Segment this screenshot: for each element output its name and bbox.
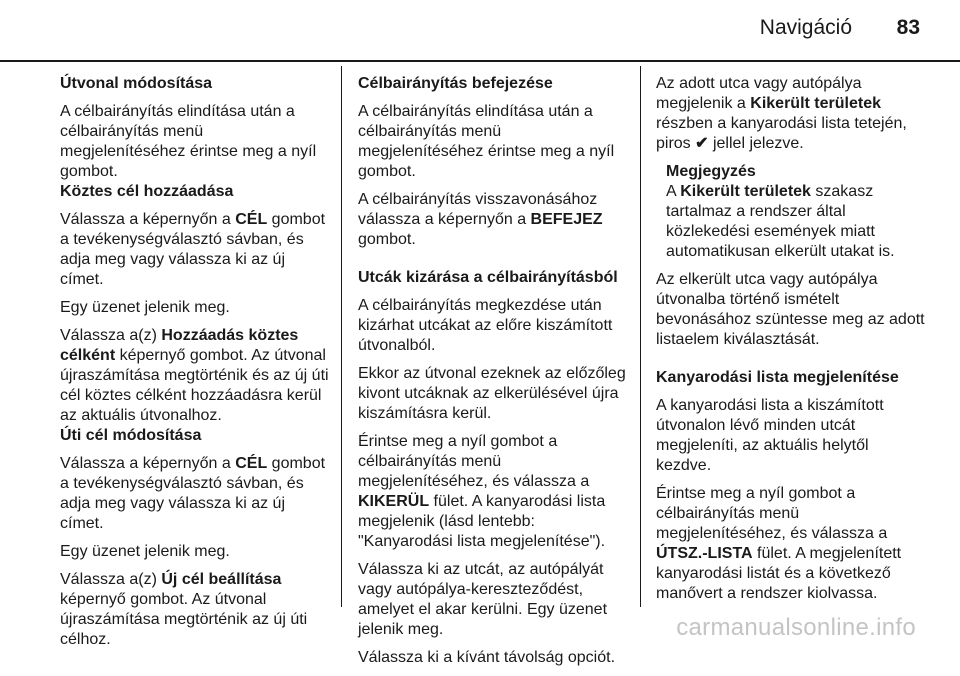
column-2 [358, 74, 630, 676]
paragraph: A célbairányítás elindítása után a célbairányítás menü megjelenítéséhez érintse meg a nyíl gombot. [358, 103, 615, 180]
paragraph: Egy üzenet jelenik meg. [60, 543, 230, 560]
section-heading: Utcák kizárása a célbairányításból [358, 269, 618, 286]
watermark: carmanualsonline.info [676, 614, 916, 641]
note-heading: Megjegyzés [666, 163, 756, 180]
section-heading: Köztes cél hozzáadása [60, 183, 234, 200]
paragraph: Válassza a képernyőn a CÉL gombot a tevékenységválasztó sávban, és adja meg vagy válassza ki az új címet. [60, 211, 326, 288]
paragraph: Válassza ki a kívánt távolság opciót. [358, 649, 616, 666]
header-rule [0, 60, 960, 62]
page-number: 83 [896, 16, 920, 39]
paragraph: Az elkerült utca vagy autópálya útvonalba történő ismételt bevonásához szüntesse meg az adott listaelem kiválasztását. [656, 271, 925, 348]
paragraph: A célbairányítás visszavonásához válassza a képernyőn a BEFEJEZ gombot. [358, 191, 603, 248]
paragraph: Válassza a(z) Új cél beállítása képernyő gombot. Az útvonal újraszámítása megtörténik az új úti célhoz. [60, 571, 308, 648]
section-heading: Úti cél módosítása [60, 427, 202, 444]
section-heading: Célbairányítás befejezése [358, 75, 553, 92]
paragraph: Az adott utca vagy autópálya megjelenik a Kikerült területek részben a kanyarodási lista tetején, piros ✔ jellel jelezve. [656, 75, 907, 152]
paragraph: A célbairányítás megkezdése után kizárhat utcákat az előre kiszámított útvonalból. [358, 297, 613, 354]
paragraph: A célbairányítás elindítása után a célbairányítás menü megjelenítéséhez érintse meg a nyíl gombot. [60, 103, 317, 180]
section-heading: Kanyarodási lista megjelenítése [656, 369, 899, 386]
paragraph: Válassza ki az utcát, az autópályát vagy autópálya-kereszteződést, amelyet el akar kerülni. Egy üzenet jelenik meg. [358, 561, 608, 638]
column-divider [341, 66, 342, 607]
paragraph: Érintse meg a nyíl gombot a célbairányítás menü megjelenítéséhez, és válassza a ÚTSZ.-LISTA fület. A megjelenített kanyarodási listát és a következő manővert a rendszer kiolvassa. [656, 485, 902, 602]
chapter-title: Navigáció [759, 16, 852, 39]
note-box [656, 162, 928, 262]
paragraph: A kanyarodási lista a kiszámított útvonalon lévő minden utcát megjeleníti, az aktuális helytől kezdve. [656, 397, 884, 474]
paragraph: Érintse meg a nyíl gombot a célbairányítás menü megjelenítéséhez, és válassza a KIKERÜL fület. A kanyarodási lista megjelenik (lásd lentebb: "Kanyarodási lista megjelenítése"). [358, 433, 606, 550]
column-1 [60, 74, 330, 658]
paragraph: Ekkor az útvonal ezeknek az előzőleg kivont utcáknak az elkerülésével újra kiszámításra kerül. [358, 365, 626, 422]
note-text: A Kikerült területek szakasz tartalmaz a rendszer által közlekedési események miatt automatikusan elkerült utakat is. [666, 183, 895, 260]
column-divider [640, 66, 641, 607]
paragraph: Válassza a(z) Hozzáadás köztes célként képernyő gombot. Az útvonal újraszámítása megtörténik és az új úti cél köztes célként hozzáadásra kerül az aktuális útvonalhoz. [60, 327, 329, 424]
checkmark-icon: ✔ [695, 135, 709, 152]
paragraph: Egy üzenet jelenik meg. [60, 299, 230, 316]
column-3 [656, 74, 928, 612]
paragraph: Válassza a képernyőn a CÉL gombot a tevékenységválasztó sávban, és adja meg vagy válassza ki az új címet. [60, 455, 326, 532]
section-heading: Útvonal módosítása [60, 75, 213, 92]
